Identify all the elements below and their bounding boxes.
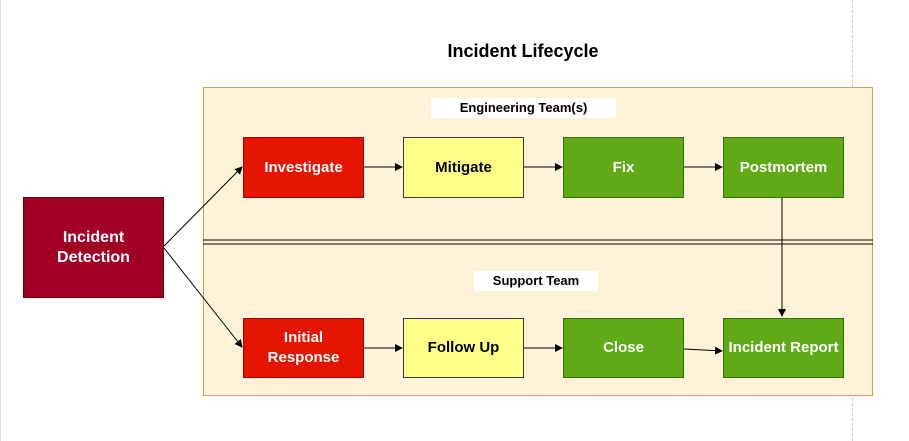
follow-up-label: Follow Up bbox=[427, 339, 500, 356]
incident-report-node[interactable] bbox=[723, 318, 844, 378]
investigate-node[interactable] bbox=[243, 137, 364, 198]
canvas-left-edge bbox=[0, 0, 1, 441]
postmortem-node[interactable] bbox=[723, 137, 844, 198]
fix-label: Fix bbox=[612, 158, 635, 176]
incident-detection-label: Incident Detection bbox=[57, 228, 130, 266]
support-team-label[interactable]: Support Team bbox=[474, 271, 598, 291]
incident-detection-node[interactable] bbox=[23, 197, 164, 298]
close-node[interactable] bbox=[563, 318, 684, 378]
engineering-team-label[interactable]: Engineering Team(s) bbox=[431, 98, 616, 118]
postmortem-label: Postmortem bbox=[739, 158, 828, 176]
close-label: Close bbox=[603, 339, 644, 356]
diagram-title: Incident Lifecycle bbox=[447, 41, 599, 61]
fix-node[interactable] bbox=[563, 137, 684, 198]
follow-up-node[interactable] bbox=[403, 318, 524, 378]
initial-response-label: Initial Response bbox=[267, 329, 340, 366]
investigate-label: Investigate bbox=[264, 158, 343, 176]
initial-response-node[interactable] bbox=[243, 318, 364, 378]
mitigate-node[interactable] bbox=[403, 137, 524, 198]
incident-report-label: Incident Report bbox=[728, 339, 839, 356]
mitigate-label: Mitigate bbox=[435, 158, 492, 176]
